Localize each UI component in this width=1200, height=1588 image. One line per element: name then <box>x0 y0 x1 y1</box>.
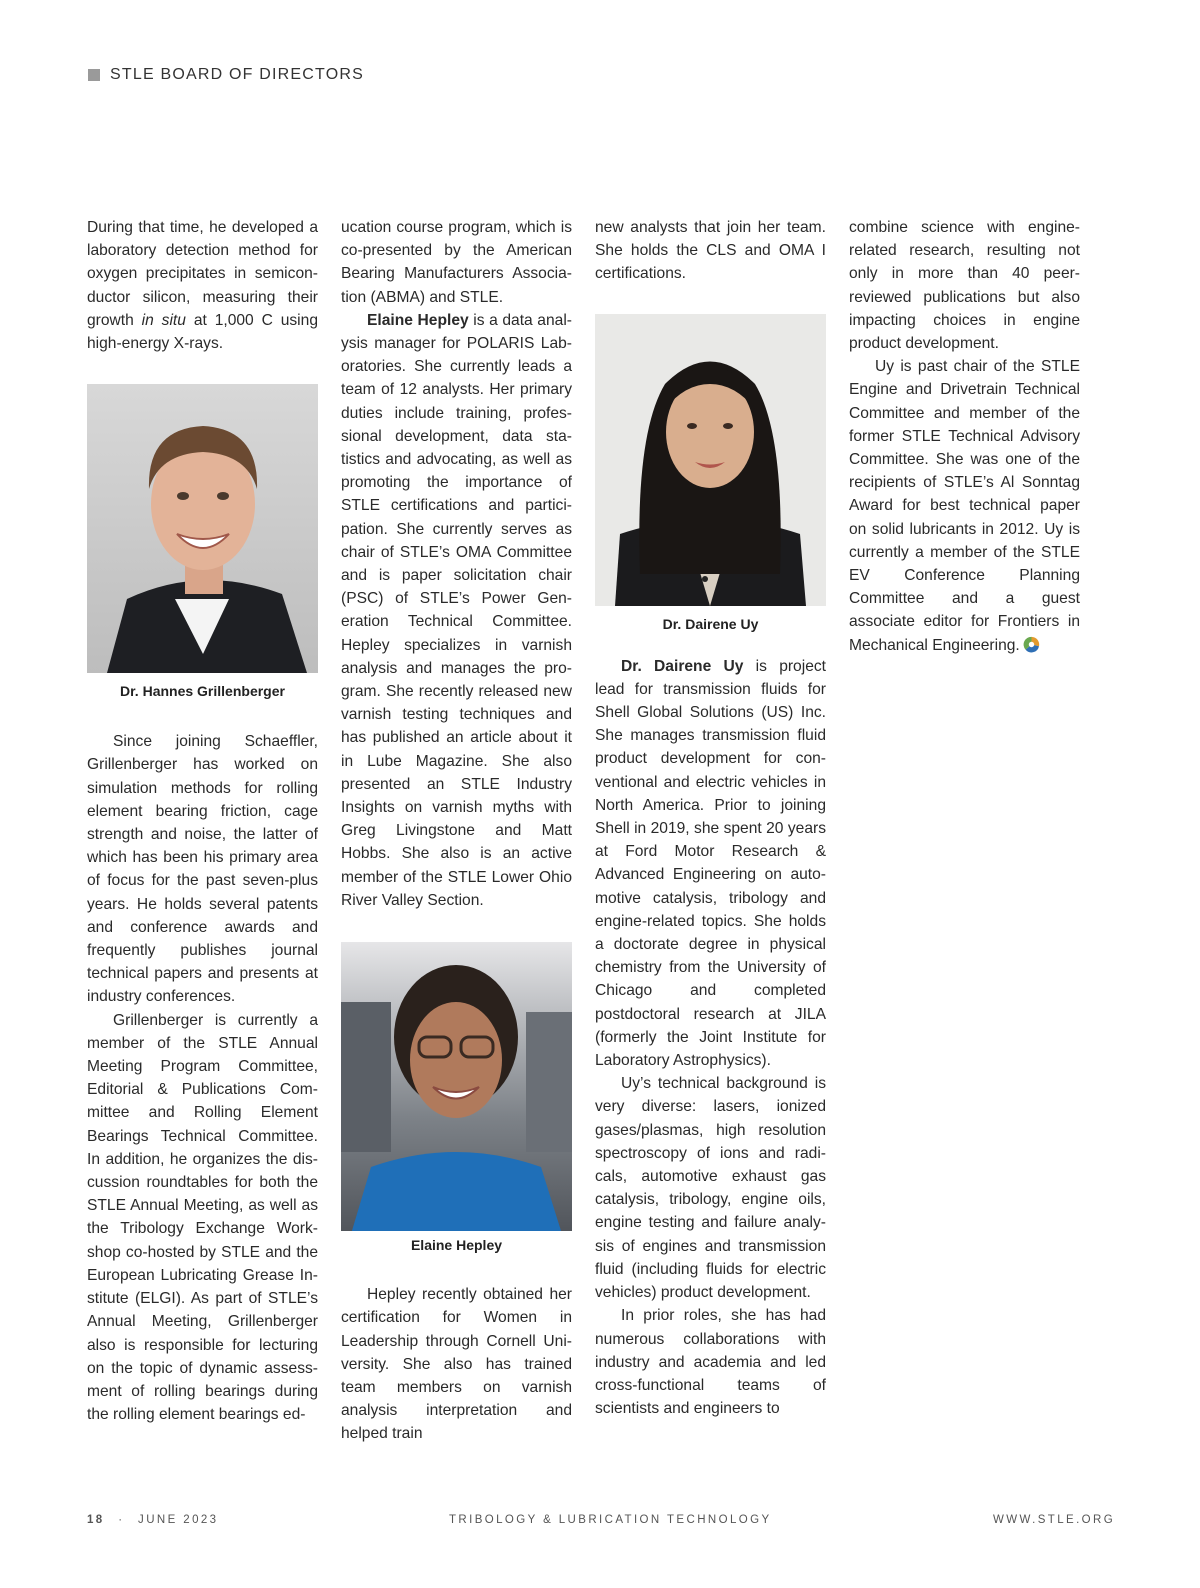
col4-paragraph-1: combine science with engine-related research, resulting not only in more than 40 peer-reviewed publications but also impacting choices in engine product development. <box>849 219 1080 353</box>
name-elaine-hepley: Elaine Hepley <box>367 311 469 329</box>
grillenberger-photo <box>87 384 318 673</box>
col3-paragraph-4: In prior roles, she has had numerous collaborations with industry and academia and led cross-functional teams of scientists and engineers to <box>595 1307 826 1418</box>
col1-paragraph-2: Since joining Schaeffler, Grillenberger has worked on simulation methods for rolling element bearing friction, cage strength and noise, the latter of which has been his primary area of focus for the past seven-plus years. He holds several patents and conference awards and frequently publishes journal technical papers and presents at industry conferences. <box>87 733 318 1006</box>
column-1 <box>87 216 318 1426</box>
page-number: 18 <box>87 1514 105 1526</box>
hepley-photo <box>341 942 572 1231</box>
col2-paragraph-3: Hepley recently obtained her certification for Women in Leadership through Cornell University. She also has trained team members on varnish analysis interpretation and helped train <box>341 1286 572 1443</box>
col1-paragraph-3: Grillenberger is currently a member of the STLE Annual Meeting Program Committee, Editorial & Publications Committee and Rolling Element Bearings Technical Committee. In addition, he organizes the discussion roundtables for both the STLE Annual Meeting, as well as the Tribology Exchange Workshop co-hosted by STLE and the European Lubricating Grease Institute (ELGI). As part of STLE’s Annual Meeting, Grillenberger also is responsible for lecturing on the topic of dynamic assessment of rolling bearings during the rolling element bearings ed- <box>87 1011 318 1424</box>
name-dairene-uy: Dr. Dairene Uy <box>621 657 744 675</box>
footer-separator: · <box>118 1514 125 1526</box>
issue-date: JUNE 2023 <box>138 1514 219 1526</box>
caption-hepley: Elaine Hepley <box>410 1237 503 1254</box>
section-square-icon <box>88 69 100 81</box>
section-header <box>88 66 364 84</box>
caption-grillenberger: Dr. Hannes Grillenberger <box>120 683 285 700</box>
website-link[interactable]: WWW.STLE.ORG <box>993 1514 1116 1526</box>
column-3 <box>595 216 826 1420</box>
footer-left <box>87 1514 218 1526</box>
caption-uy: Dr. Dairene Uy <box>662 615 759 632</box>
stle-end-mark-icon <box>1023 636 1040 653</box>
col3-paragraph-1: new analysts that join her team. She holds the CLS and OMA I certifications. <box>595 219 826 283</box>
col4-paragraph-2: Uy is past chair of the STLE Engine and Drivetrain Technical Committee and member of the former STLE Technical Advisory Committee. She was one of the recipients of STLE’s Al Sonntag Award for best technical paper on solid lubricants in 2012. Uy is currently a member of the STLE EV Conference Planning Committee and a guest associate editor for Frontiers in Mechanical Engineering. <box>849 358 1080 654</box>
col2-paragraph-2: Elaine Hepley is a data analysis manager for POLARIS Laboratories. She currently leads a team of 12 analysts. Her primary duties include training, professional development, data statistics and advocating, as well as promoting the importance of STLE certifications and participation. She currently serves as chair of STLE’s OMA Committee and is paper solicitation chair (PSC) of STLE’s Power Generation Technical Committee. Hepley specializes in varnish analysis and manages the program. She recently released new varnish testing techniques and has published an article about it in Lube Magazine. She also presented an STLE Industry Insights on varnish myths with Greg Livingstone and Matt Hobbs. She also is an active member of the STLE Lower Ohio River Valley Section. <box>341 311 572 909</box>
uy-photo <box>595 314 826 606</box>
column-4 <box>849 216 1080 657</box>
col1-paragraph-1: During that time, he developed a laboratory detection method for oxygen precipitates in semiconductor silicon, measuring their growth in situ at 1,000 C using high-energy X-rays. <box>87 219 318 353</box>
col3-paragraph-3: Uy’s technical background is very diverse: lasers, ionized gases/plasmas, high resolution spectroscopy of ions and radicals, automotive exhaust gas catalysis, tribology, engine oils, engine testing and failure analysis of engines and transmission fluid (including fluids for electric vehicles) product development. <box>595 1075 826 1302</box>
section-title: STLE BOARD OF DIRECTORS <box>110 66 365 83</box>
col2-paragraph-1: ucation course program, which is co-presented by the American Bearing Manufacturers Association (ABMA) and STLE. <box>341 219 572 306</box>
col3-paragraph-2: Dr. Dairene Uy is project lead for transmission fluids for Shell Global Solutions (US) Inc. She manages transmission fluid product development for conventional and electric vehicles in North America. Prior to joining Shell in 2019, she spent 20 years at Ford Motor Research & Advanced Engineering on automotive catalysis, tribology and engine-related topics. She holds a doctorate degree in physical chemistry from the University of Chicago and completed postdoctoral research at JILA (formerly the Joint Institute for Laboratory Astrophysics). <box>595 657 826 1070</box>
publication-name: TRIBOLOGY & LUBRICATION TECHNOLOGY <box>449 1514 772 1526</box>
column-2 <box>341 216 572 1446</box>
